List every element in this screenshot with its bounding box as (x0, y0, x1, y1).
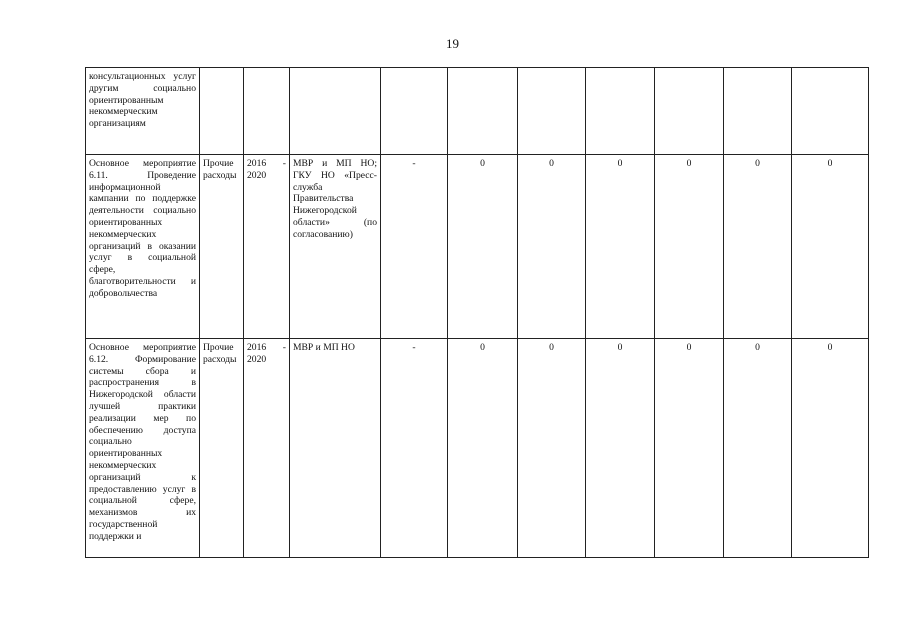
activity-description: консультационных услуг другим социально ориентированным некоммерческим организациям (86, 68, 200, 155)
activity-description: Основное мероприятие 6.11. Проведение информационной кампании по поддержке деятельности социально ориентированных некоммерческих организаций в оказании услуг в социальной сфере, благотворительности и добровольчества (86, 155, 200, 339)
funding-source (381, 68, 448, 155)
implementation-period (244, 68, 290, 155)
table-row (86, 68, 869, 155)
page-number: 19 (446, 36, 459, 51)
executor: МВР и МП НО (290, 339, 381, 558)
value-cell: 0 (518, 155, 586, 339)
table-row (86, 155, 869, 339)
value-cell (586, 68, 655, 155)
funding-source: - (381, 155, 448, 339)
expense-category: Прочие расходы (200, 155, 244, 339)
program-activities-table (85, 67, 869, 558)
funding-source: - (381, 339, 448, 558)
value-cell: 0 (448, 155, 518, 339)
value-cell (792, 68, 869, 155)
value-cell: 0 (724, 339, 792, 558)
executor (290, 68, 381, 155)
value-cell: 0 (518, 339, 586, 558)
table-row (86, 339, 869, 558)
value-cell (655, 68, 724, 155)
expense-category: Прочие расходы (200, 339, 244, 558)
value-cell (518, 68, 586, 155)
value-cell: 0 (655, 339, 724, 558)
expense-category (200, 68, 244, 155)
value-cell: 0 (792, 339, 869, 558)
value-cell: 0 (655, 155, 724, 339)
implementation-period: 2016 - 2020 (244, 155, 290, 339)
executor: МВР и МП НО; ГКУ НО «Пресс-служба Правительства Нижегородской области» (по согласованию) (290, 155, 381, 339)
value-cell: 0 (724, 155, 792, 339)
value-cell (448, 68, 518, 155)
activity-description: Основное мероприятие 6.12. Формирование системы сбора и распространения в Нижегородской области лучшей практики реализации мер по обеспечению доступа социально ориентированных некоммерческих организаций к предоставлению услуг в социальной сфере, механизмов их государственной поддержки и (86, 339, 200, 558)
value-cell: 0 (586, 339, 655, 558)
value-cell: 0 (586, 155, 655, 339)
value-cell (724, 68, 792, 155)
value-cell: 0 (792, 155, 869, 339)
value-cell: 0 (448, 339, 518, 558)
implementation-period: 2016 - 2020 (244, 339, 290, 558)
